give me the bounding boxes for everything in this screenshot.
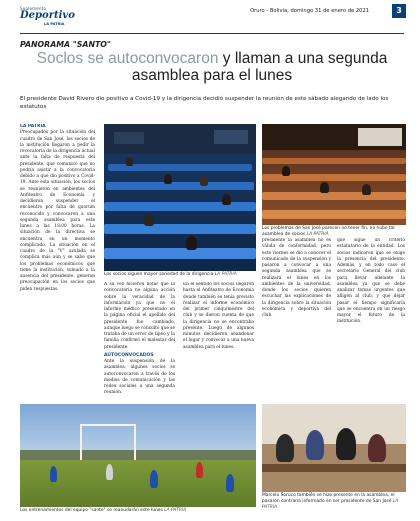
logo-sub-text: LA PATRIA <box>44 22 65 26</box>
photo-2-credit: LA PATRIA <box>306 232 329 237</box>
dateline: Oruro - Bolivia, domingo 31 de enero de 2021 <box>250 8 370 14</box>
photo-council-members <box>262 404 406 492</box>
column-3-text: En el sentido los socios llegaron hasta el Anfiteatro de Economía donde también se tenía previsto realizar el informe económico del primer cinquimestre del club y se dieron cuenta de que la dirigencia no se encontraba presente. Luego de algunos minutos decidieron abandonar el lugar y convocar a una nueva asamblea para el lunes. <box>183 282 254 350</box>
page-header <box>0 0 420 36</box>
photo-2-caption <box>262 226 406 238</box>
photo-empty-auditorium <box>262 124 406 225</box>
column-2-text: A su vez hicieron notar que la convocatoria no alguna acción sobre la veracidad de la información ya que no el informe médico presentado en la página oficial el apellido del presidente fue cambiado, aunque luego se consultó que se trataba de un error de tipeo y la familia confirmó el malestar del presidente. <box>104 282 175 350</box>
column-2-text-b: Ante la suspensión de la asamblea, algunos socios se autoconvocaron a través de los medios de comunicación y las redes sociales a una segunda reunión. <box>104 359 175 396</box>
column-5-text: que sigue un criterio estatutario de la entidad. Los socios indicaron que se exige la presencia del presidente. Además, y en todo caso el secretario General del club para llevar adelante la asamblea ya que se debe analizar temas urgentes que afligen al club, y que dejar pasar el tiempo significaría que se encuentra en un riesgo mayor el futuro de la institución. <box>337 238 405 325</box>
supplement-logo <box>20 6 88 32</box>
headline-part-2: y llaman a una segunda asamblea para el lunes <box>131 50 388 84</box>
headline <box>20 50 404 84</box>
photo-training-field <box>20 404 256 507</box>
photo-1-credit: LA PATRIA <box>214 272 237 277</box>
logo-brand-text: Deportivo <box>20 10 75 21</box>
photo-3-credit: LA PATRIA <box>164 508 187 513</box>
body-column-3 <box>183 282 254 402</box>
byline: LA PATRIA <box>20 124 46 129</box>
header-divider <box>20 33 404 34</box>
column-4-text: presidente la asamblea no es válida de conformidad, pero este viernes se dio a conocer el comunicado de la suspensión y pasaron a convocar a una segunda asamblea que se realizará el lunes en los ambientes de la universidad, donde los socios quieren escuchar las explicaciones de la dirigencia sobre la situación económica y deportiva del club. <box>262 238 331 318</box>
photo-2-caption-text: Los problemas de San José parecen no tener fin, no hubo tal asamblea de socios <box>262 226 395 237</box>
photo-4-caption-text: Marcelo Soruco también se hizo presente en la asamblea, el pasaron contraria informado en ser presidente de San José <box>262 493 395 504</box>
headline-part-1: Soclos se autoconvocaron <box>36 50 219 67</box>
column-1-text: Preocupados por la situación del cuadro de San José, los socios de la institución llegaron a pedir la revocatoria de la dirigencia actual ante la falta de respuesta del presidente, que comunicó que no podría asistir a la convocatoria debido a que dio positivo a Covid-19. Ante esta situación, los socios se reunieron en ambientes del Anfiteatro de Economía y decidieron suspender el encuentro por falta de quorum reconocido y convocaron a una segunda asamblea para este lunes a las 18:00 horas. La situación de la directiva se encuentra en un momento complicado. La situación en el cuadro de la "V" azulada se complica más aún y se sabe que los problemas económicos que tiene la institución, sumado a la ausencia del presidente, generan preocupación en los socios que piden respuestas. <box>20 130 95 292</box>
photo-assembly-hall <box>104 124 256 271</box>
body-column-5 <box>337 238 405 400</box>
lede: El presidente David Rivero dio positivo a Covid-19 y la dirigencia decidió suspender la reunión de este sábado alegando de lado los estatutos <box>20 96 389 110</box>
photo-1-caption <box>104 272 256 278</box>
subhead-autoconvocados: AUTOCONVOCADOS <box>104 352 154 358</box>
photo-3-caption <box>20 508 256 514</box>
photo-4-credit: LA PATRIA <box>262 499 399 510</box>
photo-3-caption-text: Los entrenamientos del equipo "santo" se reanudarán este lunes <box>20 508 163 513</box>
logo-top-text: Suplemento <box>20 6 47 11</box>
photo-4-caption <box>262 493 406 511</box>
body-column-2 <box>104 282 175 402</box>
body-column-4 <box>262 238 331 400</box>
page-number: 3 <box>392 4 406 18</box>
photo-1-caption-text: Los socios siguen mayor seriedad de la dirigencia <box>104 272 214 277</box>
body-column-1 <box>20 124 95 399</box>
section-kicker: PANORAMA "SANTO" <box>20 40 111 49</box>
